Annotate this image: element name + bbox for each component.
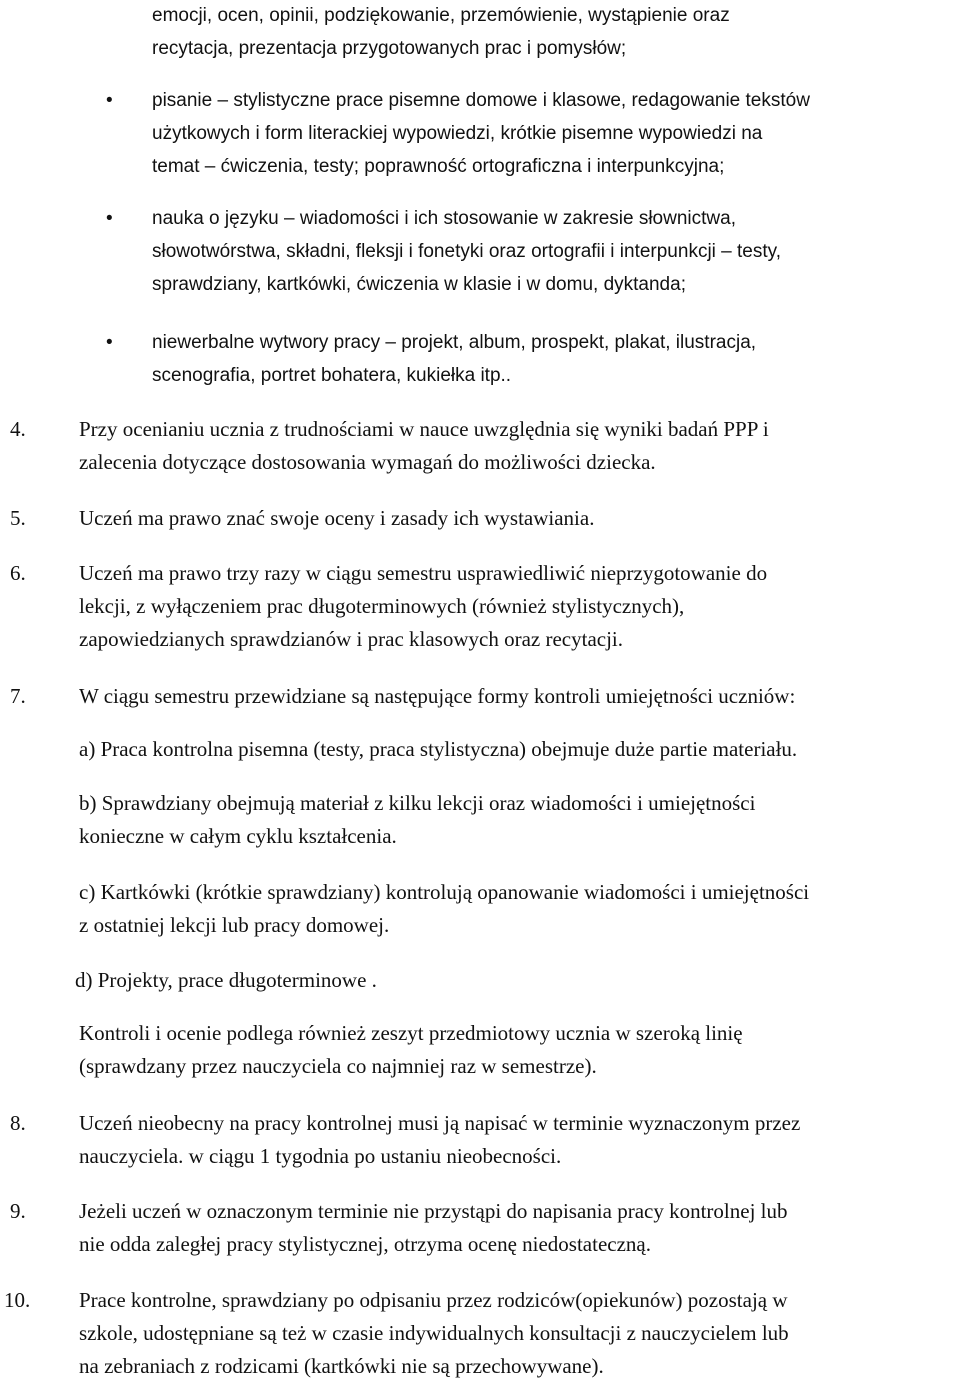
subitem-d-line-0: d) Projekty, prace długoterminowe . <box>75 968 377 992</box>
bullet-marker: • <box>106 332 113 353</box>
bullet-1-line-1: użytkowych i form literackiej wypowiedzi, krótkie pisemne wypowiedzi na <box>152 123 763 144</box>
item-4-line-1: zalecenia dotyczące dostosowania wymagań do możliwości dziecka. <box>79 450 656 474</box>
item-number: 5. <box>10 506 26 530</box>
bullet-marker: • <box>106 208 113 229</box>
item-number: 8. <box>10 1111 26 1135</box>
item-number: 9. <box>10 1199 26 1223</box>
item-10-line-0: Prace kontrolne, sprawdziany po odpisaniu przez rodziców(opiekunów) pozostają w <box>79 1288 788 1312</box>
item-4-line-0: Przy ocenianiu ucznia z trudnościami w nauce uwzględnia się wyniki badań PPP i <box>79 417 769 441</box>
item-number: 4. <box>10 417 26 441</box>
bullet-2-line-1: słowotwórstwa, składni, fleksji i fonetyki oraz ortografii i interpunkcji – testy, <box>152 241 782 262</box>
item-6-line-1: lekcji, z wyłączeniem prac długoterminowych (również stylistycznych), <box>79 594 685 618</box>
bullet-0-line-1: recytacja, prezentacja przygotowanych prac i pomysłów; <box>152 38 627 59</box>
bullet-2-line-2: sprawdziany, kartkówki, ćwiczenia w klasie i w domu, dyktanda; <box>152 274 686 295</box>
subitem-b-line-0: b) Sprawdziany obejmują materiał z kilku lekcji oraz wiadomości i umiejętności <box>79 791 756 815</box>
bullet-1-line-2: temat – ćwiczenia, testy; poprawność ortograficzna i interpunkcyjna; <box>152 156 725 177</box>
bullet-1-line-0: pisanie – stylistyczne prace pisemne domowe i klasowe, redagowanie tekstów <box>152 90 810 111</box>
bullet-marker: • <box>106 90 113 111</box>
item-6-line-2: zapowiedzianych sprawdzianów i prac klasowych oraz recytacji. <box>79 627 624 651</box>
subitem-a-line-0: a) Praca kontrolna pisemna (testy, praca stylistyczna) obejmuje duże partie materiału. <box>79 737 798 761</box>
note-line-0: Kontroli i ocenie podlega również zeszyt przedmiotowy ucznia w szeroką linię <box>79 1021 743 1045</box>
item-5-line-0: Uczeń ma prawo znać swoje oceny i zasady ich wystawiania. <box>79 506 595 530</box>
note-line-1: (sprawdzany przez nauczyciela co najmniej raz w semestrze). <box>79 1054 597 1078</box>
item-9-line-1: nie odda zaległej pracy stylistycznej, otrzyma ocenę niedostateczną. <box>79 1232 651 1256</box>
item-number: 6. <box>10 561 26 585</box>
item-number: 7. <box>10 684 26 708</box>
subitem-c-line-1: z ostatniej lekcji lub pracy domowej. <box>79 913 390 937</box>
item-6-line-0: Uczeń ma prawo trzy razy w ciągu semestru usprawiedliwić nieprzygotowanie do <box>79 561 768 585</box>
bullet-2-line-0: nauka o języku – wiadomości i ich stosowanie w zakresie słownictwa, <box>152 208 736 229</box>
item-9-line-0: Jeżeli uczeń w oznaczonym terminie nie przystąpi do napisania pracy kontrolnej lub <box>79 1199 788 1223</box>
item-10-line-1: szkole, udostępniane są też w czasie indywidualnych konsultacji z nauczycielem lub <box>79 1321 789 1345</box>
item-7-line-0: W ciągu semestru przewidziane są następujące formy kontroli umiejętności uczniów: <box>79 684 796 708</box>
item-number: 10. <box>4 1288 31 1312</box>
subitem-b-line-1: konieczne w całym cyklu kształcenia. <box>79 824 397 848</box>
bullet-0-line-0: emocji, ocen, opinii, podziękowanie, przemówienie, wystąpienie oraz <box>152 5 730 26</box>
item-10-line-2: na zebraniach z rodzicami (kartkówki nie są przechowywane). <box>79 1354 604 1378</box>
item-8-line-1: nauczyciela. w ciągu 1 tygodnia po ustaniu nieobecności. <box>79 1144 562 1168</box>
subitem-c-line-0: c) Kartkówki (krótkie sprawdziany) kontrolują opanowanie wiadomości i umiejętności <box>79 880 810 904</box>
bullet-3-line-0: niewerbalne wytwory pracy – projekt, album, prospekt, plakat, ilustracja, <box>152 332 757 353</box>
item-8-line-0: Uczeń nieobecny na pracy kontrolnej musi ją napisać w terminie wyznaczonym przez <box>79 1111 801 1135</box>
bullet-3-line-1: scenografia, portret bohatera, kukiełka itp.. <box>152 365 512 386</box>
